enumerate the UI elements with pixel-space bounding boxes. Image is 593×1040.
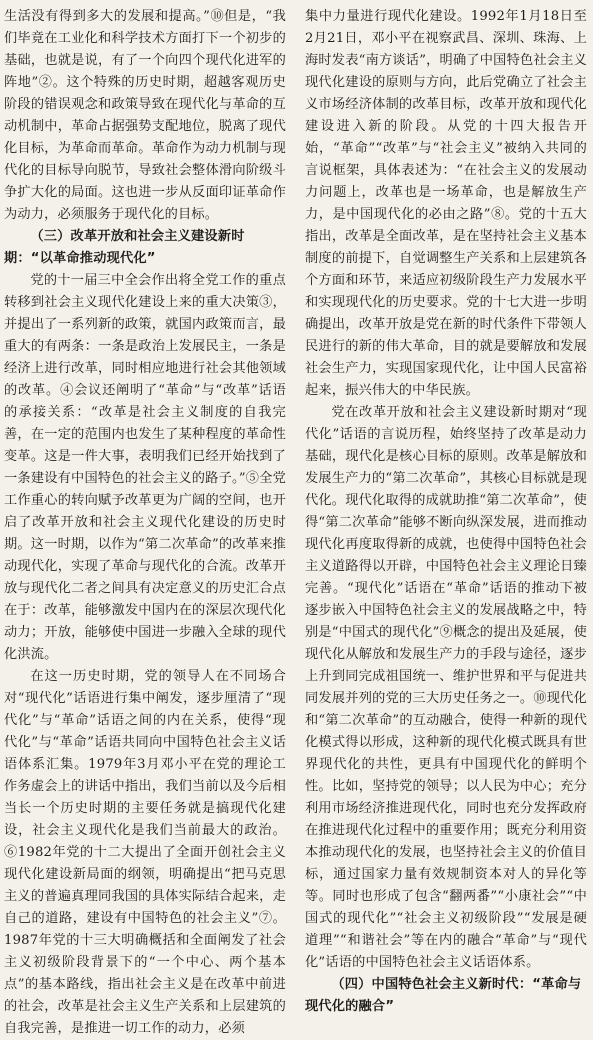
paragraph-reform-opening: 党的十一届三中全会作出将全党工作的重点转移到社会主义现代化建设上来的重大决策③，并提出了一系列新的政策，就国内政策而言，最重大的有两条：一条是政治上发展民主，一条是经济上进行改革，同时相应地进行社会其他领域的改革。④会议还阐明了“革命”与“改革”话语的承接关系：“改革是社会主义制度的自我完善，在一定的范围内也发生了某种程度的革命性变革。这是一件大事，表明我们已经开始找到了一条建设有中国特色的社会主义的路子。”⑤全党工作重心的转向赋予改革更为广阔的空间，也开启了改革开放和社会主义现代化建设的历史时期。这一时期，以作为“第二次革命”的改革来推动现代化，实现了革命与现代化的合流。改革开放与现代化二者之间具有决定意义的历史汇合点在于：改革，能够激发中国内在的深层次现代化动力；开放，能够使中国进一步融入全球的现代化洪流。: [4, 273, 286, 662]
paragraph-discourse-history: 党在改革开放和社会主义建设新时期对“现代化”话语的言说历程，始终坚持了改革是动力基础，现代化是核心目标的原则。改革是解放和发展生产力的“第二次革命”，其核心目标就是现代化。现代化取得的成就助推“第二次革命”，使得“第二次革命”能够不断向纵深发展，进而推动现代化再度取得新的成就，也使得中国特色社会主义道路得以开辟，中国特色社会主义理论日臻完善。“现代化”话语在“革命”话语的推动下被逐步嵌入中国特色社会主义的发展战略之中，特别是“中国式的现代化”⑨概念的提出及延展，使现代化从解放和发展生产力的手段与途径，逐步上升到同完成祖国统一、维护世界和平与促进共同发展并列的党的三大历史任务之一。⑩现代化和“第二次革命”的互动融合，使得一种新的现代化模式得以形成，这种新的现代化模式既具有世界现代化的共性，更具有中国现代化的鲜明个性。比如，坚持党的领导；以人民为中心；充分利用市场经济推进现代化，同时也充分发挥政府在推进现代化过程中的重要作用；既充分利用资本推动现代化的发展，也坚持社会主义的价值目标，通过国家力量有效规制资本对人的异化等等。同时也形成了包含“翻两番”“小康社会”“中国式的现代化”“社会主义初级阶段”“发展是硬道理”“和谐社会”等在内的融合“革命”与“现代化”话语的中国特色社会主义话语体系。: [305, 405, 587, 970]
left-column: [4, 6, 286, 1040]
section-heading-4: （四）中国特色社会主义新时代：“革命与现代化的融合”: [305, 977, 582, 1014]
right-column: [305, 6, 587, 1018]
paragraph-continuation: 生活没有得到多大的发展和提高。”⑩但是，“我们毕竟在工业化和科学技术方面打下一个初步的基础，也就是说，有了一个向四个现代化进军的阵地”②。这个特殊的历史时期，超越客观历史阶段的错误观念和政策导致在现代化与革命的互动机制中，革命占据强势支配地位，脱离了现代化目标，为革命而革命。革命作为动力机制与现代化的目标导向脱节，导致社会整体滑向阶级斗争扩大化的局面。这也进一步从反面印证革命作为动力，必须服务于现代化的目标。: [4, 9, 286, 222]
paragraph-continuation-right: 集中力量进行现代化建设。1992年1月18日至2月21日，邓小平在视察武昌、深圳、珠海、上海时发表“南方谈话”，明确了中国特色社会主义现代化建设的原则与方向，此后党确立了社会主义市场经济体制的改革目标，改革开放和现代化建设进入新的阶段。从党的十四大报告开始，“革命”“改革”与“社会主义”被纳入共同的言说框架，具体表述为：“在社会主义的发展动力问题上，改革也是一场革命，也是解放生产力，是中国现代化的必由之路”⑧。党的十五大指出，改革是全面改革，是在坚持社会主义基本制度的前提下，自觉调整生产关系和上层建筑各个方面和环节，来适应初级阶段生产力发展水平和实现现代化的历史要求。党的十七大进一步明确提出，改革开放是党在新的时代条件下带领人民进行的新的伟大革命，目的就是要解放和发展社会生产力，实现国家现代化，让中国人民富裕起来，振兴伟大的中华民族。: [305, 9, 587, 398]
section-heading-3: （三）改革开放和社会主义建设新时期：“以革命推动现代化”: [4, 229, 245, 266]
paragraph-historical-period: 在这一历史时期，党的领导人在不同场合对“现代化”话语进行集中阐发，逐步厘清了“现代化”与“革命”话语之间的内在关系，使得“现代化”与“革命”话语共同向中国特色社会主义话语体系汇集。1979年3月邓小平在党的理论工作务虚会上的讲话中指出，我们当前以及今后相当长一个历史时期的主要任务就是搞现代化建设，社会主义现代化是我们当前最大的政治。⑥1982年党的十二大提出了全面开创社会主义现代化建设新局面的纲领，明确提出“把马克思主义的普遍真理同我国的具体实际结合起来，走自己的道路，建设有中国特色的社会主义”⑦。1987年党的十三大明确概括和全面阐发了社会主义初级阶段背景下的“一个中心、两个基本点”的基本路线，指出社会主义是在改革中前进的社会，改革是社会主义生产关系和上层建筑的自我完善，是推进一切工作的动力，必须: [4, 669, 286, 1036]
